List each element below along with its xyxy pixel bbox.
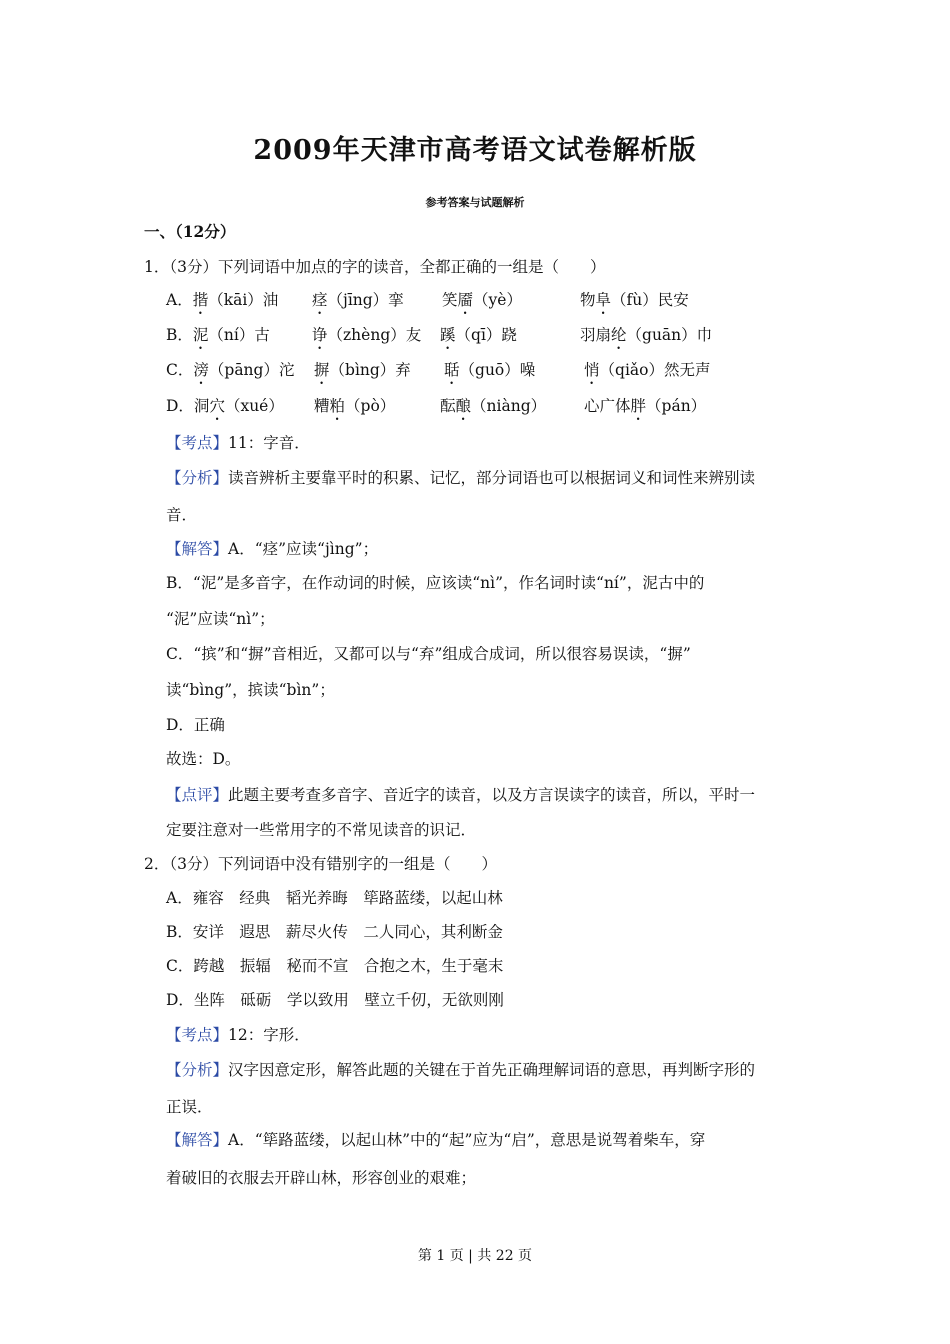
q1-option-c: C．滂（pāng）沱 摒（bìng）弃 聒（guō）噪 悄（qiǎo）然无声 <box>166 361 711 379</box>
q1-fenxi: 【分析】读音辨析主要靠平时的积累、记忆，部分词语也可以根据词义和词性来辨别读 <box>166 469 756 487</box>
q1-answer: 故选：D。 <box>166 750 241 768</box>
jieda-tag: 【解答】 <box>166 540 229 558</box>
fenxi-tag: 【分析】 <box>166 1061 229 1079</box>
q2-jieda-cont: 着破旧的衣服去开辟山林，形容创业的艰难； <box>166 1169 477 1187</box>
q1-jieda-d: D．正确 <box>166 716 225 734</box>
q2-fenxi-cont: 正误． <box>166 1098 213 1116</box>
page-footer: 第 1 页 | 共 22 页 <box>417 1248 533 1264</box>
q2-stem: 2．（3分）下列词语中没有错别字的一组是（ ） <box>144 855 497 873</box>
q1-stem: 1．（3分）下列词语中加点的字的读音，全都正确的一组是（ ） <box>144 258 606 276</box>
q1-dianping-cont: 定要注意对一些常用字的不常见读音的识记． <box>166 821 477 839</box>
q2-option-b: B．安详 遐思 薪尽火传 二人同心，其利断金 <box>166 923 503 941</box>
section-heading: 一、（12分） <box>144 222 236 241</box>
q1-fenxi-cont: 音． <box>166 506 198 524</box>
jieda-tag: 【解答】 <box>166 1131 229 1149</box>
q2-fenxi: 【分析】汉字因意定形，解答此题的关键在于首先正确理解词语的意思，再判断字形的 <box>166 1061 756 1079</box>
kaodian-tag: 【考点】 <box>166 434 229 452</box>
q2-option-d: D．坐阵 砥砺 学以致用 壁立千仞，无欲则刚 <box>166 991 504 1009</box>
q1-jieda-c: C．“摈”和“摒”音相近，又都可以与“弃”组成合成词，所以很容易误读，“摒” <box>166 645 691 663</box>
q2-option-a: A．雍容 经典 韬光养晦 筚路蓝缕，以起山林 <box>166 889 503 907</box>
q2-kaodian: 【考点】12：字形． <box>166 1026 310 1044</box>
q1-jieda: 【解答】A．“痉”应读“jìng”； <box>166 540 379 558</box>
q1-jieda-b-cont: “泥”应读“nì”； <box>166 610 275 628</box>
q1-dianping: 【点评】此题主要考查多音字、音近字的读音，以及方言误读字的读音，所以，平时一 <box>166 786 756 804</box>
q1-jieda-b: B．“泥”是多音字，在作动词的时候，应该读“nì”，作名词时读“ní”，泥古中的 <box>166 574 705 592</box>
q2-option-c: C．跨越 振辐 秘而不宣 合抱之木，生于毫末 <box>166 957 504 975</box>
kaodian-tag: 【考点】 <box>166 1026 229 1044</box>
q1-kaodian: 【考点】11：字音． <box>166 434 310 452</box>
page-subtitle: 参考答案与试题解析 <box>425 196 525 209</box>
page-title: 2009年天津市高考语文试卷解析版 <box>253 135 697 166</box>
q2-jieda: 【解答】A．“筚路蓝缕，以起山林”中的“起”应为“启”，意思是说驾着柴车，穿 <box>166 1131 706 1149</box>
q1-jieda-c-cont: 读“bìng”，摈读“bìn”； <box>166 681 335 699</box>
q1-option-d: D．洞穴（xué） 糟粕（pò） 酝酿（niàng） 心广体胖（pán） <box>166 397 707 415</box>
dianping-tag: 【点评】 <box>166 786 229 804</box>
q1-option-b: B．泥（ní）古 诤（zhèng）友 蹊（qī）跷 羽扇纶（guān）巾 <box>166 326 713 344</box>
q1-option-a: A．揩（kāi）油 痉（jīng）挛 笑靥（yè） 物阜（fù）民安 <box>166 291 689 309</box>
fenxi-tag: 【分析】 <box>166 469 229 487</box>
